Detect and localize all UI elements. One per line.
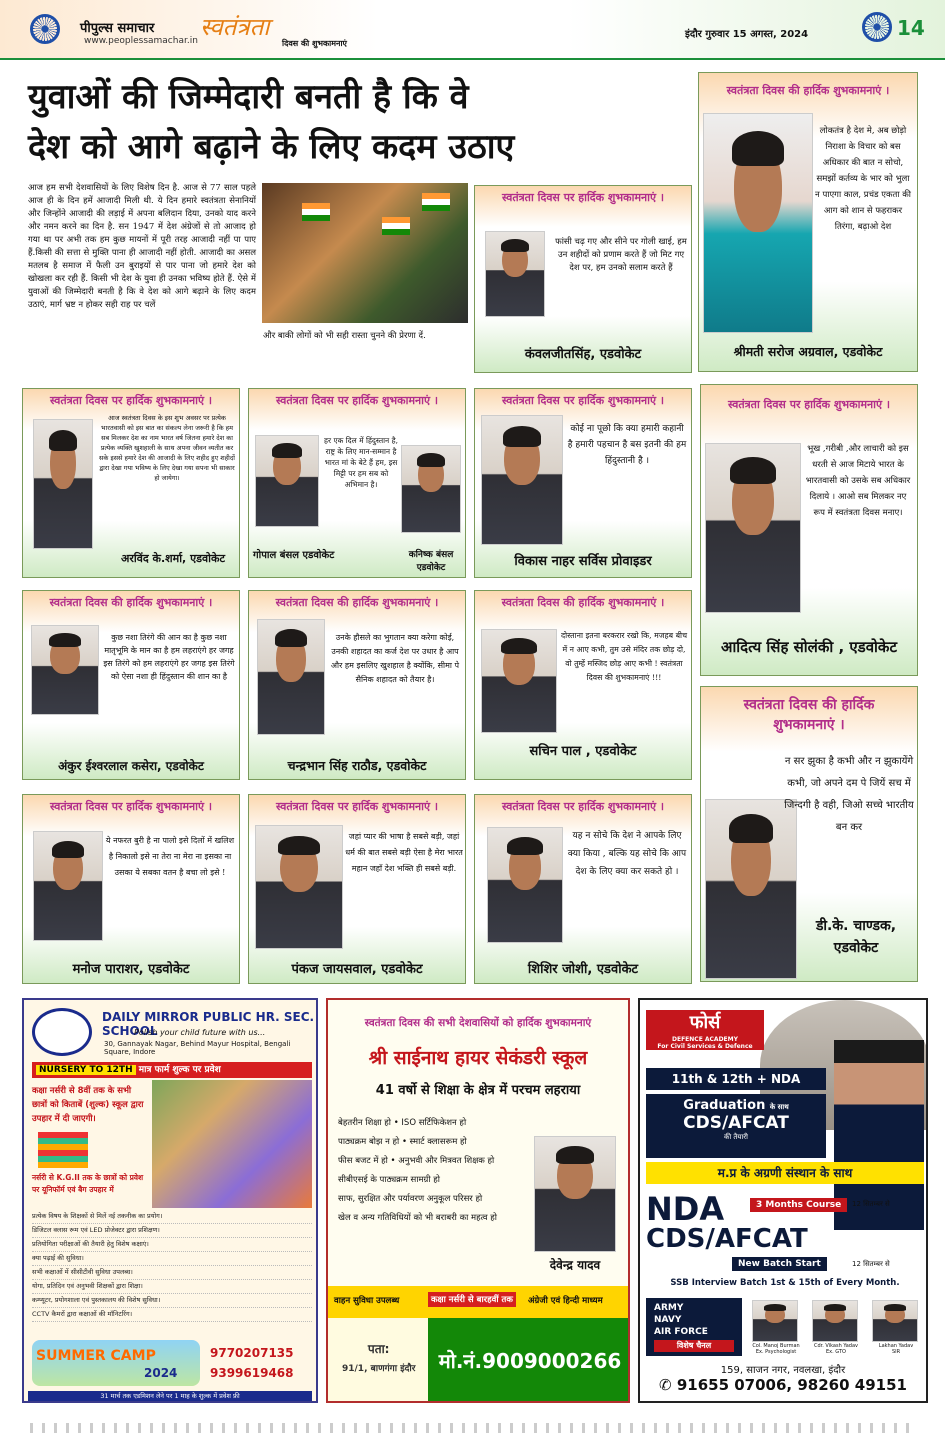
portrait-photo: [485, 231, 545, 317]
greeting-box: [698, 72, 918, 372]
summer-camp-text: SUMMER CAMP: [36, 1348, 156, 1364]
portrait-photo: [33, 831, 103, 941]
article-caption: और बाकी लोगों को भी सही रास्ता चुनने की प्रेरणा दें.: [263, 331, 426, 341]
phone-number[interactable]: 9399619468: [210, 1366, 294, 1380]
chakra-icon: [862, 12, 892, 42]
greeting-name: सचिन पाल , एडवोकेट: [529, 744, 637, 759]
feature-list: [338, 1114, 528, 1228]
feature-item: फीस बजट में हो • अनुभवी और मित्रवत शिक्षक हो: [338, 1156, 495, 1166]
grad-title: Graduation: [683, 1098, 766, 1113]
greeting-box: [22, 388, 240, 578]
greeting-box: [474, 185, 692, 373]
feature-item: CCTV कैमरों द्वारा कक्षाओं की मॉनिटरिंग।: [32, 1308, 312, 1322]
address-text: 91/1, बाणगंगा इंदौर: [342, 1364, 416, 1374]
headline-line-1: युवाओं की जिम्मेदारी बनती है कि वे: [28, 77, 469, 117]
officer-role: Ex. Psychologist: [755, 1349, 797, 1355]
greeting-name: विकास नाहर सर्विस प्रोवाइडर: [514, 554, 652, 569]
greeting-poem: उनके हौसले का भुगतान क्या करेगा कोई, उनकी शहादत का कर्ज देश पर उधार है आप और हम इसलिए खुशहाल है क्योंकि, सीमा पे सैनिक शहादत को तैयार है।: [330, 633, 460, 684]
greeting-name: श्रीमती सरोज अग्रवाल, एडवोकेट: [733, 344, 883, 359]
greeting-title: स्वतंत्रता दिवस पर हार्दिक शुभकामनाएं ।: [275, 800, 439, 813]
paper-name: पीपुल्स समाचार: [80, 21, 155, 36]
greeting-name: मनोज पाराशर, एडवोकेट: [72, 962, 190, 977]
greeting-title: स्वतंत्रता दिवस पर हार्दिक शुभकामनाएं ।: [49, 800, 213, 813]
batch-date: 12 सितम्बर से: [852, 1260, 890, 1268]
admission-strip: [32, 1062, 312, 1078]
officer-caption: [748, 1343, 804, 1355]
greeting-poem: न सर झुका है कभी और न झुकायेंगे कभी, जो अपने दम पे जियें सच में जिन्दगी है वही, जिओ सच्चे भारतीय बन कर: [784, 756, 914, 833]
greeting-name: कंवलजीतसिंह, एडवोकेट: [524, 347, 642, 362]
ad-school-name: DAILY MIRROR PUBLIC HR. SEC. SCHOOL: [102, 1010, 315, 1038]
greeting-title: स्वतंत्रता दिवस पर हार्दिक शुभकामनाएं ।: [49, 394, 213, 407]
greeting-box: [22, 794, 240, 984]
greeting-title: स्वतंत्रता दिवस पर हार्दिक शुभकामनाएं ।: [275, 394, 439, 407]
article-body: आज हम सभी देशवासियों के लिए विशेष दिन है. आज से 77 साल पहले आज ही के दिन हमें आजादी मिली थी. ये दिन हमारे स्वतंत्रता सेनानियों और जिन्होंने आजादी की लड़ाई में अपना बलिदान दिया, उनको याद करने और नमन करने का दिन है. सन 1947 में देश अंग्रेजों से तो आजाद हो गया था पर अभी तक हम कुछ मायनों में पूरी तरह आजादी नहीं पा पाए हैं.किसी की सत्ता से मुक्ति पाना ही आजादी नहीं होती. आजादी का असल मतलब है समाज में फैली उन बुराइयों से पार पाना जो हमारे देश को खोखला कर रही हैं. किसी भी देश के युवा ही उनका भविष्य होते हैं. ऐसे में युवाओं की जिम्मेदारी बनती है कि वे देश को आगे बढ़ाने के लिए कदम उठाएं, मार्ग भ्रष्ट न होकर सही राह पर चलें: [28, 183, 256, 310]
feature-item: बेहतरीन शिक्षा हो • ISO सर्टिफिकेशन हो: [338, 1118, 467, 1128]
masthead: [0, 0, 945, 60]
greeting-title: स्वतंत्रता दिवस पर हार्दिक शुभकामनाएं ।: [501, 800, 665, 813]
force-item: NAVY: [654, 1315, 682, 1325]
address-block: [342, 1340, 415, 1374]
teacher-photo: [534, 1136, 616, 1252]
teacher-name: देवेन्द्र यादव: [549, 1258, 601, 1272]
summer-camp-year: 2024: [144, 1366, 178, 1380]
headline: [28, 72, 688, 172]
offer-uniform: नर्सरी से K.G.II तक के छात्रों को प्रवेश पर यूनिफॉर्म एवं बैग उपहार में: [32, 1173, 144, 1194]
greeting-title: स्वतंत्रता दिवस पर हार्दिक शुभकामनाएं ।: [501, 191, 665, 204]
greeting-poem: यह न सोचे कि देश ने आपके लिए क्या किया , बल्कि यह सोचे कि आप देश के लिए क्या कर सकते हो ।: [567, 831, 687, 877]
greeting-name: शिशिर जोशी, एडवोकेट: [527, 962, 639, 977]
chakra-icon: [30, 14, 60, 44]
nda-big: NDA: [646, 1190, 725, 1228]
greeting-poem: जहां प्यार की भाषा है सबसे बड़ी, जहां धर्म की बात सबसे बड़ी ऐसा है मेरा भारत महान जहाँ देश भक्ति ही सबसे बड़ी.: [345, 832, 463, 873]
ad-address: 159, साजन नगर, नवलखा, इंदौर: [720, 1365, 846, 1376]
feature-item: सीबीएसई के पाठ्यक्रम सामग्री हो: [338, 1175, 440, 1185]
officer-caption: [808, 1343, 864, 1355]
officer-name: Col. Manoj Burman: [752, 1343, 800, 1349]
mp-banner: म.प्र के अग्रणी संस्थान के साथ: [646, 1162, 924, 1184]
ad-greeting: स्वतंत्रता दिवस की सभी देशवासियों को हार्दिक शुभकामनाएं: [364, 1017, 592, 1029]
greeting-title: स्वतंत्रता दिवस की हार्दिक शुभकामनाएं ।: [743, 697, 875, 733]
ad-school-name: श्री साईनाथ हायर सेकंडरी स्कूल: [368, 1047, 588, 1069]
feature-list: [32, 1210, 312, 1322]
officer-photo: [872, 1300, 918, 1342]
academy-logo: [646, 1010, 764, 1057]
portrait-photo: [487, 827, 563, 943]
portrait-photo: [31, 625, 99, 715]
school-ad-sainath[interactable]: [326, 998, 630, 1403]
page-number: 14: [897, 16, 925, 40]
greeting-poem: कोई ना पूछो कि क्या हमारी कहानी है हमारी पहचान है बस इतनी की हम हिंदुस्तानी है ।: [567, 424, 687, 466]
greeting-title: स्वतंत्रता दिवस की हार्दिक शुभकामनाएं ।: [501, 596, 665, 609]
defence-academy-ad[interactable]: [638, 998, 928, 1403]
feature-item: डिजिटल क्लास रूम एवं LED प्रोजेक्टर द्वारा प्रशिक्षण।: [32, 1224, 312, 1238]
phone-number[interactable]: मो.नं.9009000266: [428, 1318, 630, 1403]
greeting-box: [248, 794, 466, 984]
greeting-title: स्वतंत्रता दिवस की हार्दिक शुभकामनाएं ।: [49, 596, 213, 609]
greeting-name: अरविंद के.शर्मा, एडवोकेट: [120, 552, 225, 565]
section-title: स्वतंत्रता: [200, 13, 270, 41]
greeting-poem: दोस्ताना इतना बरकरार रखो कि, मजहब बीच में न आए कभी, तुम उसे मंदिर तक छोड़ दो, वो तुम्हें मस्जिद छोड़ आए कभी ! स्वतंत्रता दिवस की शुभकामनाएं !!!: [560, 631, 688, 682]
paper-url[interactable]: www.peoplessamachar.in: [84, 36, 198, 46]
grad-title-b: के साथ: [769, 1103, 789, 1111]
ad-address: 30, Gannayak Nagar, Behind Mayur Hospital, Bengali Square, Indore: [104, 1040, 291, 1056]
ad-tagline: Polish your child future with us...: [134, 1028, 266, 1037]
ad-years: 41 वर्षो से शिक्षा के क्षेत्र में परचम लहराया: [375, 1083, 581, 1098]
band-classes: कक्षा नर्सरी से बारहवीं तक: [428, 1292, 516, 1307]
officer-photo: [812, 1300, 858, 1342]
feature-item: प्रत्येक विषय के शिक्षकों से मिलें नई तकनीक का प्रयोग।: [32, 1210, 312, 1224]
flag-icon: [422, 193, 450, 211]
flag-icon: [382, 217, 410, 235]
strip-grades: NURSERY TO 12TH: [36, 1065, 136, 1075]
feature-item: साफ, सुरक्षित और पर्यावरण अनुकूल परिसर हो: [338, 1194, 483, 1204]
greeting-title: स्वतंत्रता दिवस की हार्दिक शुभकामनाएं ।: [726, 84, 890, 97]
portrait-photo: [255, 825, 343, 949]
greeting-name-2: कनिष्क बंसल एडवोकेट: [408, 550, 454, 573]
officer-photo: [752, 1300, 798, 1342]
visit-label: विशेष चैनल: [654, 1340, 734, 1352]
greeting-name: चन्द्रभान सिंह राठौड, एडवोकेट: [287, 758, 427, 773]
phone-number[interactable]: 9770207135: [210, 1346, 294, 1360]
portrait-photo: [481, 629, 557, 733]
crowd-photo: [262, 183, 468, 323]
address-label: पता:: [367, 1342, 390, 1356]
greeting-name: गोपाल बंसल एडवोकेट: [253, 550, 335, 561]
greeting-poem: कुछ नशा तिरंगे की आन का है कुछ नशा मातृभूमि के मान का है हम लहराएंगे हर जगह इस तिरंगे को हम लहराएंगे हर जगह इस तिरंगे को ऐसा नशा ही हिंदुस्तान की शान का है: [103, 633, 235, 681]
greeting-name: डी.के. चाण्डक, एडवोकेट: [815, 918, 897, 956]
greeting-box: [22, 590, 240, 780]
band-transport: वाहन सुविधा उपलब्ध: [334, 1296, 400, 1306]
greeting-name: आदित्य सिंह सोलंकी , एडवोकेट: [720, 638, 898, 656]
phone-number[interactable]: ✆ 91655 07006, 98260 49151: [659, 1376, 907, 1394]
issue-date: इंदौर गुरुवार 15 अगस्त, 2024: [685, 29, 809, 40]
academy-sub-2: For Civil Services & Defence Exams...: [657, 1043, 753, 1057]
section-subtitle: दिवस की शुभकामनाएं: [282, 39, 347, 48]
grad-exam: CDS/AFCAT: [683, 1113, 789, 1133]
officer-role: SIR: [891, 1349, 901, 1355]
band-medium: अंग्रेजी एवं हिन्दी माध्यम: [528, 1296, 603, 1306]
ssb-line: SSB Interview Batch 1st & 15th of Every Month.: [670, 1278, 900, 1288]
feature-item: पाठ्यक्रम बोझ न हो • स्मार्ट क्लासरूम हो: [338, 1137, 467, 1147]
greeting-poem: फांसी चढ़ गए और सीने पर गोली खाई, हम उन शहीदों को प्रणाम करते हैं जो मिट गए देश पर, हम उनको सलाम करते हैं: [555, 237, 687, 273]
forces-list: [646, 1298, 742, 1356]
officer-name: Cdr. Vikash Yadav: [813, 1343, 858, 1349]
greeting-box: [248, 590, 466, 780]
greeting-poem: भूख ,गरीबी ,और लाचारी को इस धरती से आज मिटाये भारत के भारतवासी को उसके सब अधिकार दिलाये । आओ सब मिलकर नए रूप में स्वतंत्रता दिवस मनाए।: [805, 444, 911, 518]
academy-sub: DEFENCE ACADEMY: [672, 1036, 738, 1043]
course-badge: 3 Months Course: [750, 1198, 847, 1212]
greeting-name: अंकुर ईश्वरलाल कसेरा, एडवोकेट: [58, 759, 204, 773]
feature-item: खेल व अन्य गतिविधियों को भी बराबरी का महत्व हो: [338, 1213, 498, 1223]
cds-big: CDS/AFCAT: [646, 1224, 808, 1254]
officer-role: Ex. GTO: [826, 1349, 846, 1355]
greeting-box: [248, 388, 466, 578]
students-photo: [152, 1080, 312, 1208]
portrait-photo: [481, 415, 563, 545]
feature-item: कम्प्यूटर, प्रयोगशाला एवं पुस्तकालय की विशेष सुविधा।: [32, 1294, 312, 1308]
feature-item: प्रतियोगिता परीक्षाओं की तैयारी हेतु विशेष कक्षाएं।: [32, 1238, 312, 1252]
feature-item: योगा, प्रतिदिन एवं अनुभवी शिक्षकों द्वारा शिक्षा।: [32, 1280, 312, 1294]
portrait-photo: [33, 419, 93, 549]
force-item: ARMY: [654, 1303, 684, 1313]
greeting-poem: आज स्वतंत्रता दिवस के इस शुभ अवसर पर प्रत्येक भारतवासी को इस बात का संकल्प लेना जरूरी है कि हम सब मिलकर देश का नाम भारत वर्ष जितना हमारे देश का प्रत्येक व्यक्ति खुशहाली के साथ अपना जीवन व्यतीत कर सके इससे हमारे देश की आजादी के लिए शहीद हुए शहीदों द्वारा देखा गया भविष्य के लिए देखा गया सपना भी साकार हो जायेगा।: [99, 414, 235, 482]
greeting-poem: ये नफरत बुरी है ना पालो इसे दिलों में खलिश है निकालो इसे ना तेरा ना मेरा ना इसका ना उसका ये सबका वतन है बचा लो इसे !: [105, 836, 235, 877]
greeting-box: [474, 590, 692, 780]
greeting-box: [700, 384, 918, 676]
officer-caption: [868, 1343, 924, 1355]
academy-brand: फोर्स: [689, 1012, 721, 1033]
greeting-box: [474, 388, 692, 578]
greeting-title: स्वतंत्रता दिवस पर हार्दिक शुभकामनाएं ।: [727, 398, 891, 411]
graduation-box: [646, 1094, 826, 1158]
greeting-title: स्वतंत्रता दिवस की हार्दिक शुभकामनाएं ।: [275, 596, 439, 609]
greeting-box: [474, 794, 692, 984]
grad-prep: की तैयारी: [724, 1133, 748, 1141]
portrait-photo: [257, 619, 325, 735]
portrait-photo: [401, 445, 461, 533]
force-item: AIR FORCE: [654, 1327, 708, 1337]
feature-item: क्या पढ़ाई की सुविधा।: [32, 1252, 312, 1266]
greeting-poem: हर एक दिल में हिंदुस्तान है, राष्ट्र के लिए मान-सम्मान है भारत मां के बेटे हैं हम, इस मिट्टी पर हम सब को अभिमान है।: [324, 436, 398, 489]
headline-line-2: देश को आगे बढ़ाने के लिए कदम उठाए: [28, 127, 515, 167]
facility-band: [328, 1286, 628, 1318]
portrait-photo: [703, 113, 813, 333]
ad-footer: 31 मार्च तक एडमिशन लेने पर 1 माह के शुल्क में प्रवेश फ्री: [28, 1391, 312, 1401]
officer-name: Lakhan Yadav: [878, 1343, 914, 1349]
school-logo-icon: [32, 1008, 92, 1056]
flag-icon: [302, 203, 330, 221]
page-footer: [0, 1415, 945, 1445]
new-batch-badge: New Batch Start: [732, 1257, 827, 1271]
strip-text: मात्र फार्म शुल्क पर प्रवेश: [138, 1065, 221, 1075]
footer-dots: [30, 1423, 915, 1433]
greeting-box: [700, 686, 918, 982]
portrait-photo: [255, 435, 319, 527]
portrait-photo: [705, 443, 801, 613]
nda-line: 11th & 12th + NDA: [646, 1068, 826, 1090]
feature-item: सभी कक्षाओं में सीसीटीवी सुविधा उपलब्ध।: [32, 1266, 312, 1280]
greeting-poem: लोकतंत्र है देश मे, अब छोड़ो निराशा के विचार को बस अधिकार की बात न सोचो, समझों कर्तव्य के भार को भुला न पाएगा काल, प्रचंड एकता की आग को शान से फहराकर तिरंगा, बढ़ाओ देश: [815, 126, 911, 232]
greeting-name: पंकज जायसवाल, एडवोकेट: [291, 962, 423, 977]
greeting-title: स्वतंत्रता दिवस पर हार्दिक शुभकामनाएं ।: [501, 394, 665, 407]
offer-books: कक्षा नर्सरी से 8वीं तक के सभी छात्रों को किताबें (शुल्क) स्कूल द्वारा उपहार में दी जाएगी।: [32, 1086, 144, 1124]
school-ad-daily-mirror[interactable]: [22, 998, 318, 1403]
books-icon: [38, 1132, 88, 1168]
course-date: 12 सितम्बर से: [852, 1200, 890, 1208]
